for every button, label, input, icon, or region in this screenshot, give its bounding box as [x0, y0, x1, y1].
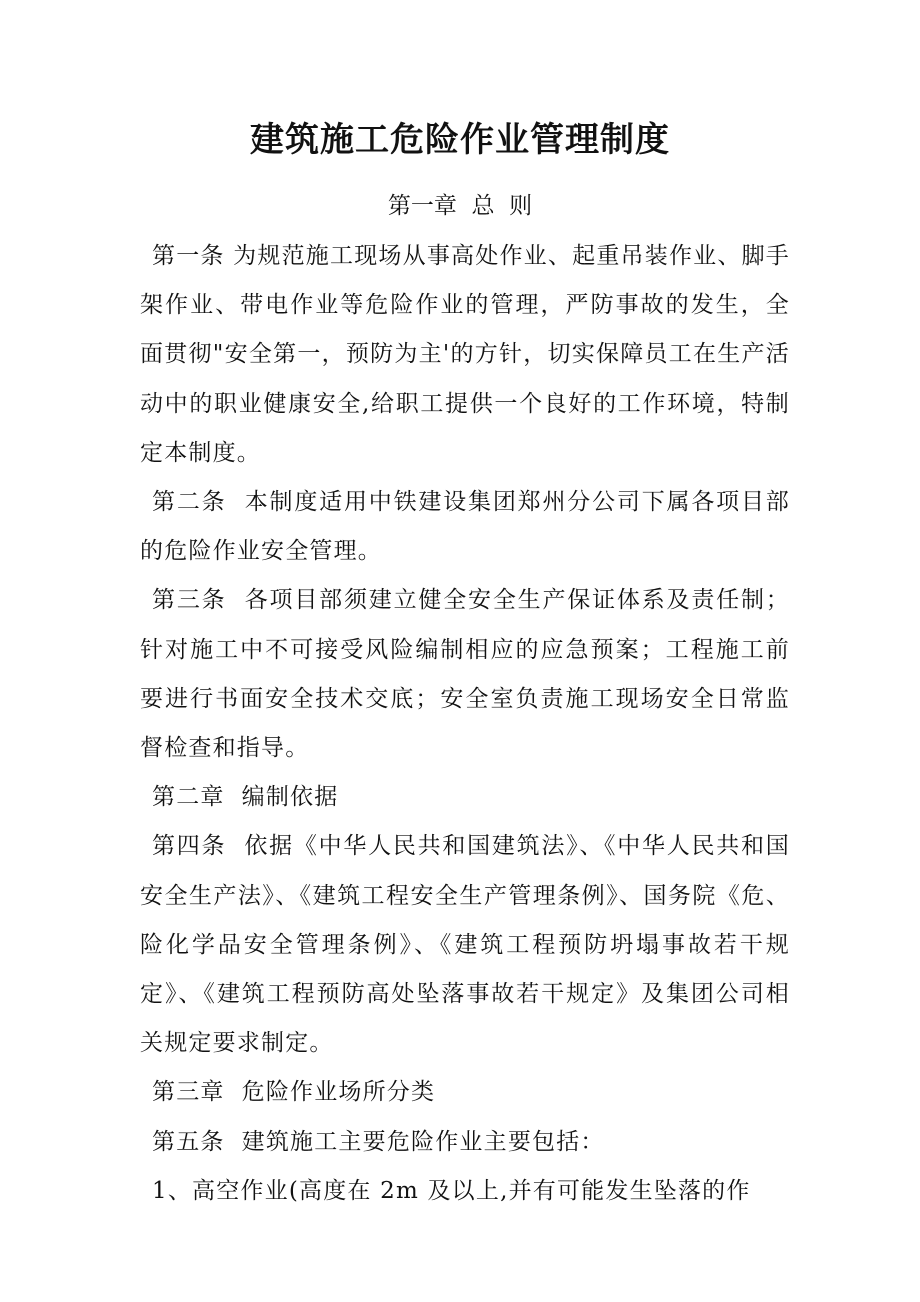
article-1: 第一条 为规范施工现场从事高处作业、起重吊装作业、脚手架作业、带电作业等危险作业的管理，严防事故的发生，全面贯彻"安全第一，预防为主'的方针，切实保障员工在生产活动中的职业健康安全,给职工提供一个良好的工作环境，特制定本制度。	[140, 243, 790, 466]
chapter-2-heading: 第二章 编制依据	[152, 784, 339, 811]
article-3: 第三条 各项目部须建立健全安全生产保证体系及责任制；针对施工中不可接受风险编制相应的应急预案；工程施工前要进行书面安全技术交底；安全室负责施工现场安全日常监督检查和指导。	[140, 587, 790, 762]
article-4: 第四条 依据《中华人民共和国建筑法》、《中华人民共和国安全生产法》、《建筑工程安全生产管理条例》、国务院《危、险化学品安全管理条例》、《建筑工程预防坍塌事故若干规定》、《建筑工程预防高处坠落事故若干规定》及集团公司相关规定要求制定。	[140, 833, 790, 1057]
chapter-3-heading: 第三章 危险作业场所分类	[152, 1079, 436, 1106]
article-5: 第五条 建筑施工主要危险作业主要包括：	[152, 1128, 605, 1155]
document-title: 建筑施工危险作业管理制度	[250, 120, 670, 160]
document-body	[140, 232, 790, 1216]
chapter-1-heading: 第一章 总 则	[387, 193, 533, 219]
article-2: 第二条 本制度适用中铁建设集团郑州分公司下属各项目部的危险作业安全管理。	[140, 489, 790, 565]
list-item-1: 1、高空作业(高度在 2m 及以上,并有可能发生坠落的作	[152, 1177, 751, 1204]
